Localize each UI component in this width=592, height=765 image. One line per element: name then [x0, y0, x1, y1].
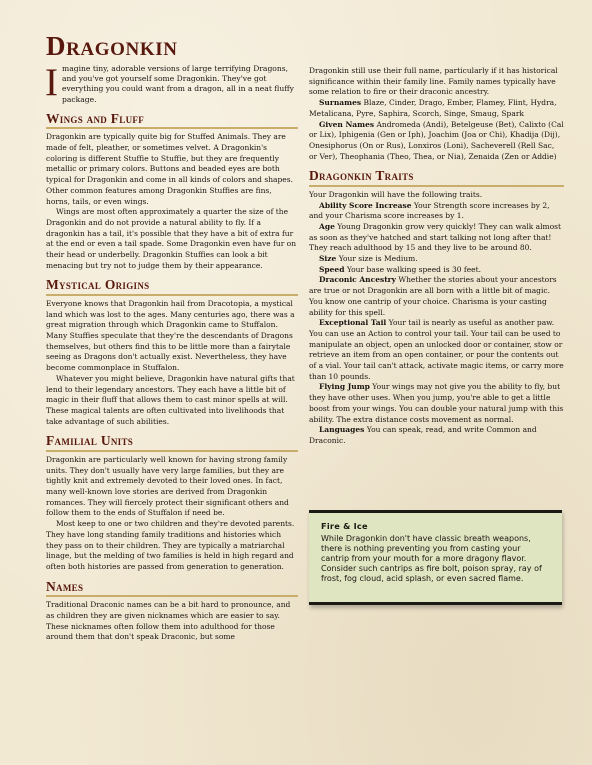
- names-paragraph-2: Dragonkin still use their full name, particularly if it has historical significance within their family line. Family names typically have some relation to fire or their draconic ancestry.: [309, 66, 558, 97]
- intro-text: magine tiny, adorable versions of large terrifying Dragons, and you've got yourself some Dragonkin. They've got everything you could want from a dragon, all in a neat fluffy package.: [62, 64, 294, 104]
- heading-wings: Wings and Fluff: [46, 112, 298, 130]
- intro-paragraph: [45, 61, 298, 105]
- trait-label: Age: [319, 221, 335, 231]
- trait-entry: [309, 318, 564, 382]
- sidebar-note: [309, 510, 562, 605]
- trait-entry: [309, 201, 564, 222]
- sidebar-heading: Fire & Ice: [321, 521, 368, 531]
- heading-origins: Mystical Origins: [46, 278, 298, 296]
- trait-text: Young Dragonkin grow very quickly! They can walk almost as soon as they've hatched and start talking not long after that! They reach adulthood by 15 and they live to be around 80.: [309, 221, 562, 253]
- right-column: [309, 66, 564, 447]
- traits-intro: Your Dragonkin will have the following traits.: [309, 189, 483, 199]
- family-paragraph-1: Dragonkin are particularly well known for having strong family units. They don't usually have very large families, but they are tightly knit and extremely devoted to their loved ones. In fact, many well-known love stories are derived from Dragonkin romances. They will fiercely protect their significant others and follow them to the ends of Stuffalon if need be.: [46, 454, 289, 518]
- left-column: [45, 61, 298, 643]
- trait-text: Whether the stories about your ancestors are true or not Dragonkin are all born with a little bit of magic. You know one cantrip of your choice. Charisma is your casting ability for this spell.: [309, 275, 557, 317]
- surnames-label: Surnames: [319, 98, 362, 108]
- given-names-entry: [309, 120, 564, 163]
- surnames-entry: [309, 98, 564, 119]
- trait-entry: [309, 222, 564, 254]
- wings-paragraph-1: Dragonkin are typically quite big for Stuffed Animals. They are made of felt, pleather, or sometimes velvet. A Dragonkin's coloring is different Stuffie to Stuffie, but they are frequently metallic or primary colors. Buttons and beaded eyes are both typical for Dragonkin and come in all kinds of colors and shapes. Other common features among Dragonkin Stuffies are fins, horns, tails, or even wings.: [46, 132, 293, 206]
- trait-entry: [309, 425, 564, 446]
- wings-paragraph-2: Wings are most often approximately a quarter the size of the Dragonkin and do not provide a natural ability to fly. If a dragonkin has a tail, it's possible that they have a bit of extra fur at the end or even a tail spade. Some Dragonkin even have fur on their head or underbelly. Dragonkin Stuffies can look a bit menacing but try not to judge them by their appearance.: [46, 207, 297, 270]
- heading-family: Familial Units: [46, 434, 298, 452]
- trait-label: Size: [319, 254, 337, 264]
- heading-traits: Dragonkin Traits: [309, 169, 564, 187]
- trait-entry: [309, 275, 564, 318]
- trait-entry: [309, 265, 564, 276]
- trait-text: Your tail is nearly as useful as another paw. You can use an Action to control your tail. Your tail can be used to manipulate an object, open an unlocked door or container, stow or retrieve an item from an open container, or pour the contents out of a vial. Your tail can't attack, activate magic items, or carry more than 10 pounds.: [309, 318, 564, 381]
- trait-text: Your size is Medium.: [338, 254, 418, 264]
- trait-text: Your Strength score increases by 2, and your Charisma score increases by 1.: [309, 200, 550, 221]
- trait-text: You can speak, read, and write Common and Draconic.: [309, 425, 537, 445]
- trait-entry: [309, 382, 564, 425]
- given-names-text: Andromeda (Andi), Betelgeuse (Bet), Calixto (Cal or Lix), Iphigenia (Gen or Iph), Joachim (Joa or Chi), Khadija (Dij), Onesiphorus (On or Rus), Lonxiros (Loni), Sacheverell (Rell Sac, or Ver), Theophania (Theo, Thea, or Nia), Zenaida (Zen or Addie): [309, 119, 564, 161]
- origins-paragraph-2: Whatever you might believe, Dragonkin have natural gifts that lend to their legendary ancestors. They each have a little bit of magic in their fluff that allows them to cast minor spells at will. These magical talents are often cultivated into livelihoods that take advantage of such abilities.: [46, 373, 295, 426]
- trait-label: Flying Jump: [319, 382, 370, 392]
- given-names-label: Given Names: [319, 119, 375, 129]
- page-title: Dragonkin: [46, 31, 178, 61]
- surnames-text: Blaze, Cinder, Drago, Ember, Flamey, Flint, Hydra, Metalicana, Pyre, Saphira, Scorch, Singe, Smaug, Spark: [309, 98, 557, 118]
- trait-text: Your wings may not give you the ability to fly, but they have other uses. When you jump, you're able to get a little boost from your wings. You can double your natural jump with this ability. The extra distance costs movement as normal.: [309, 382, 564, 424]
- trait-label: Ability Score Increase: [319, 200, 412, 210]
- drop-cap: I: [45, 61, 58, 104]
- trait-label: Languages: [319, 425, 365, 435]
- family-paragraph-2: Most keep to one or two children and they're devoted parents. They have long standing family traditions and histories which they pass on to their children. They are typically a matriarchal linage, but the melding of two families is held in high regard and often both histories are passed from generation to generation.: [46, 519, 295, 571]
- trait-label: Draconic Ancestry: [319, 275, 396, 285]
- heading-names: Names: [46, 580, 298, 598]
- trait-entry: [309, 254, 564, 265]
- names-paragraph-1: Traditional Draconic names can be a bit hard to pronounce, and as children they are given nicknames which are easier to say. These nicknames often follow them into adulthood for those around them that don't speak Draconic, but some: [46, 600, 291, 642]
- trait-label: Exceptional Tail: [319, 318, 387, 328]
- trait-text: Your base walking speed is 30 feet.: [346, 264, 481, 274]
- trait-label: Speed: [319, 264, 345, 274]
- sidebar-text: While Dragonkin don't have classic breath weapons, there is nothing preventing you from casting your cantrip from your mouth for a more dragony flavor. Consider such cantrips as fire bolt, poison spray, ray of frost, fog cloud, acid splash, or even sacred flame.: [321, 534, 542, 583]
- origins-paragraph-1: Everyone knows that Dragonkin hail from Dracotopia, a mystical land which was lost to the ages. Many centuries ago, there was a great migration through which Dragonkin came to Stuffalon. Many Stuffies speculate that they're the descendants of Dragons themselves, but others find this to be little more than a fairytale seeing as Dragons don't actually exist. Nevertheless, they have become commonplace in Stuffalon.: [46, 298, 295, 373]
